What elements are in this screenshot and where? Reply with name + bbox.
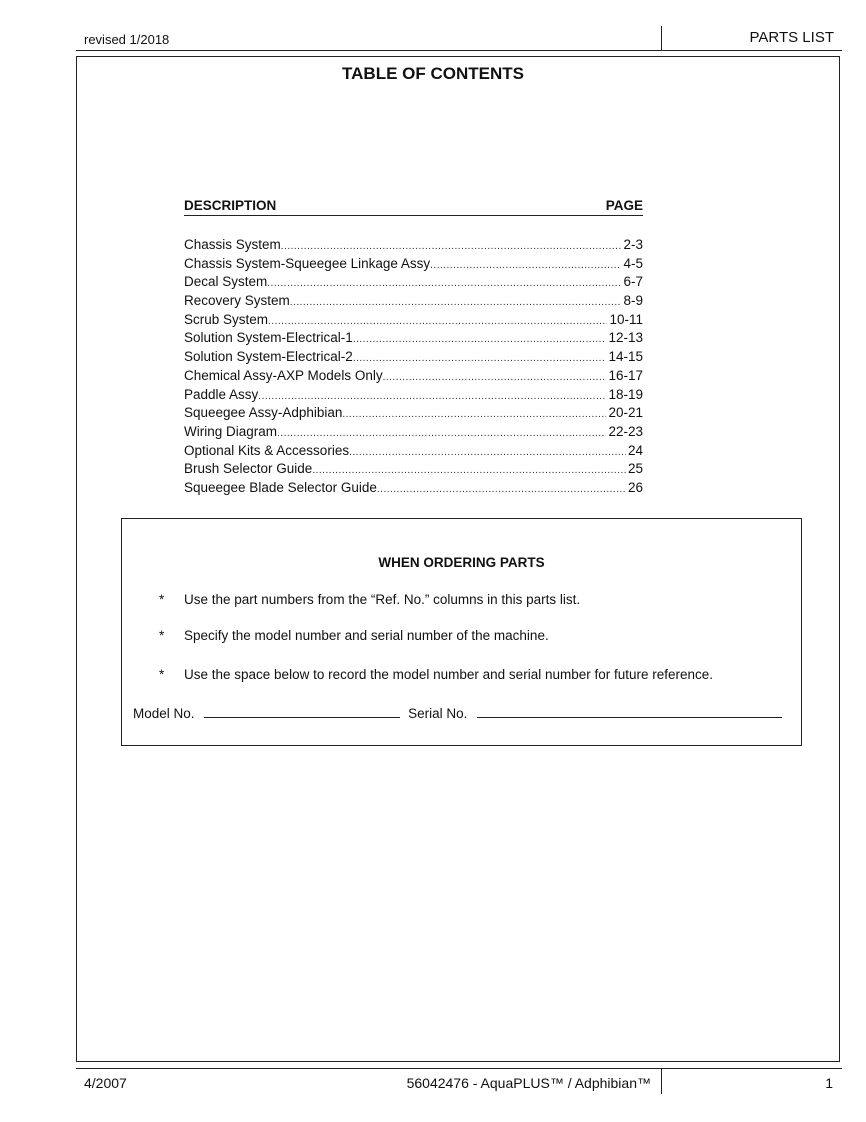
header-revised: revised 1/2018 [84, 32, 170, 47]
toc-entry-page: 14-15 [608, 349, 643, 365]
toc-entry-page: 12-13 [608, 330, 643, 346]
toc-list [184, 236, 643, 498]
bullet-text: Use the space below to record the model number and serial number for future reference. [184, 667, 714, 682]
toc-entry-label: Solution System-Electrical-2 [184, 349, 353, 365]
toc-entry-page: 6-7 [623, 274, 643, 290]
toc-entry [184, 255, 643, 274]
bullet-marker: * [159, 592, 165, 607]
toc-leader [268, 313, 607, 330]
toc-entry-label: Chemical Assy-AXP Models Only [184, 367, 383, 383]
toc-entry-label: Chassis System [184, 237, 281, 252]
toc-leader [383, 369, 607, 386]
model-number-field[interactable] [204, 705, 400, 718]
toc-header [184, 198, 643, 216]
toc-entry [184, 404, 643, 423]
toc-entry-page: 8-9 [623, 293, 643, 309]
header-divider [661, 26, 662, 50]
toc-entry-label: Squeegee Blade Selector Guide [184, 479, 377, 495]
toc-leader [281, 238, 622, 255]
toc-entry-label: Recovery System [184, 293, 290, 309]
toc-entry [184, 386, 643, 405]
serial-number-label: Serial No. [408, 706, 468, 721]
ordering-box [121, 518, 802, 746]
toc-entry [184, 329, 643, 348]
toc-entry [184, 311, 643, 330]
toc-entry-page: 4-5 [623, 255, 643, 271]
toc-entry-label: Squeegee Assy-Adphibian [184, 405, 343, 421]
page-title: TABLE OF CONTENTS [342, 64, 524, 83]
toc-entry-page: 16-17 [608, 367, 643, 383]
toc-entry-page: 18-19 [608, 386, 643, 402]
footer-page-number: 1 [825, 1075, 833, 1091]
header-section-title: PARTS LIST [749, 29, 834, 46]
toc-leader [290, 294, 622, 311]
bullet-marker: * [159, 628, 165, 643]
toc-entry [184, 460, 643, 479]
toc-entry-page: 26 [627, 479, 643, 495]
toc-entry-label: Chassis System-Squeegee Linkage Assy [184, 255, 431, 271]
toc-entry-page: 24 [627, 442, 643, 458]
toc-entry [184, 348, 643, 367]
toc-entry-page: 25 [627, 461, 643, 477]
footer-date: 4/2007 [84, 1075, 127, 1091]
toc-leader [312, 462, 626, 479]
toc-entry-page: 2-3 [623, 237, 643, 252]
toc-leader [258, 388, 606, 405]
model-number-label: Model No. [133, 706, 195, 721]
toc-entry [184, 292, 643, 311]
toc-entry-label: Scrub System [184, 311, 269, 327]
footer-divider [661, 1068, 662, 1094]
toc-leader [430, 257, 621, 274]
toc-entry-page: 10-11 [609, 311, 643, 327]
toc-leader [377, 481, 626, 498]
toc-entry-label: Optional Kits & Accessories [184, 442, 350, 458]
toc-column-description: DESCRIPTION [184, 198, 277, 213]
bullet-text: Specify the model number and serial number of the machine. [184, 628, 549, 643]
toc-leader [349, 444, 626, 461]
toc-entry [184, 273, 643, 292]
toc-entry-page: 20-21 [608, 405, 643, 421]
serial-number-field[interactable] [477, 705, 782, 718]
toc-leader [277, 425, 606, 442]
record-fields [133, 705, 782, 721]
bullet-marker: * [159, 667, 165, 682]
toc-entry-label: Decal System [184, 274, 268, 290]
toc-entry-page: 22-23 [608, 423, 643, 439]
toc-leader [353, 350, 607, 367]
toc-entry-label: Brush Selector Guide [184, 461, 313, 477]
toc-entry [184, 442, 643, 461]
toc-entry-label: Paddle Assy [184, 386, 259, 402]
toc-entry [184, 423, 643, 442]
toc-leader [342, 406, 606, 423]
toc-entry [184, 367, 643, 386]
footer-rule [76, 1068, 842, 1069]
ordering-title: WHEN ORDERING PARTS [378, 555, 545, 570]
toc-entry-label: Solution System-Electrical-1 [184, 330, 353, 346]
toc-column-page: PAGE [605, 198, 643, 213]
toc-leader [353, 331, 607, 348]
toc-entry-label: Wiring Diagram [184, 423, 278, 439]
toc-leader [267, 275, 621, 292]
toc-entry [184, 236, 643, 255]
footer-document-id: 56042476 - AquaPLUS™ / Adphibian™ [406, 1075, 651, 1091]
bullet-text: Use the part numbers from the “Ref. No.” columns in this parts list. [184, 592, 581, 607]
toc-entry [184, 479, 643, 498]
header-rule [76, 50, 842, 51]
